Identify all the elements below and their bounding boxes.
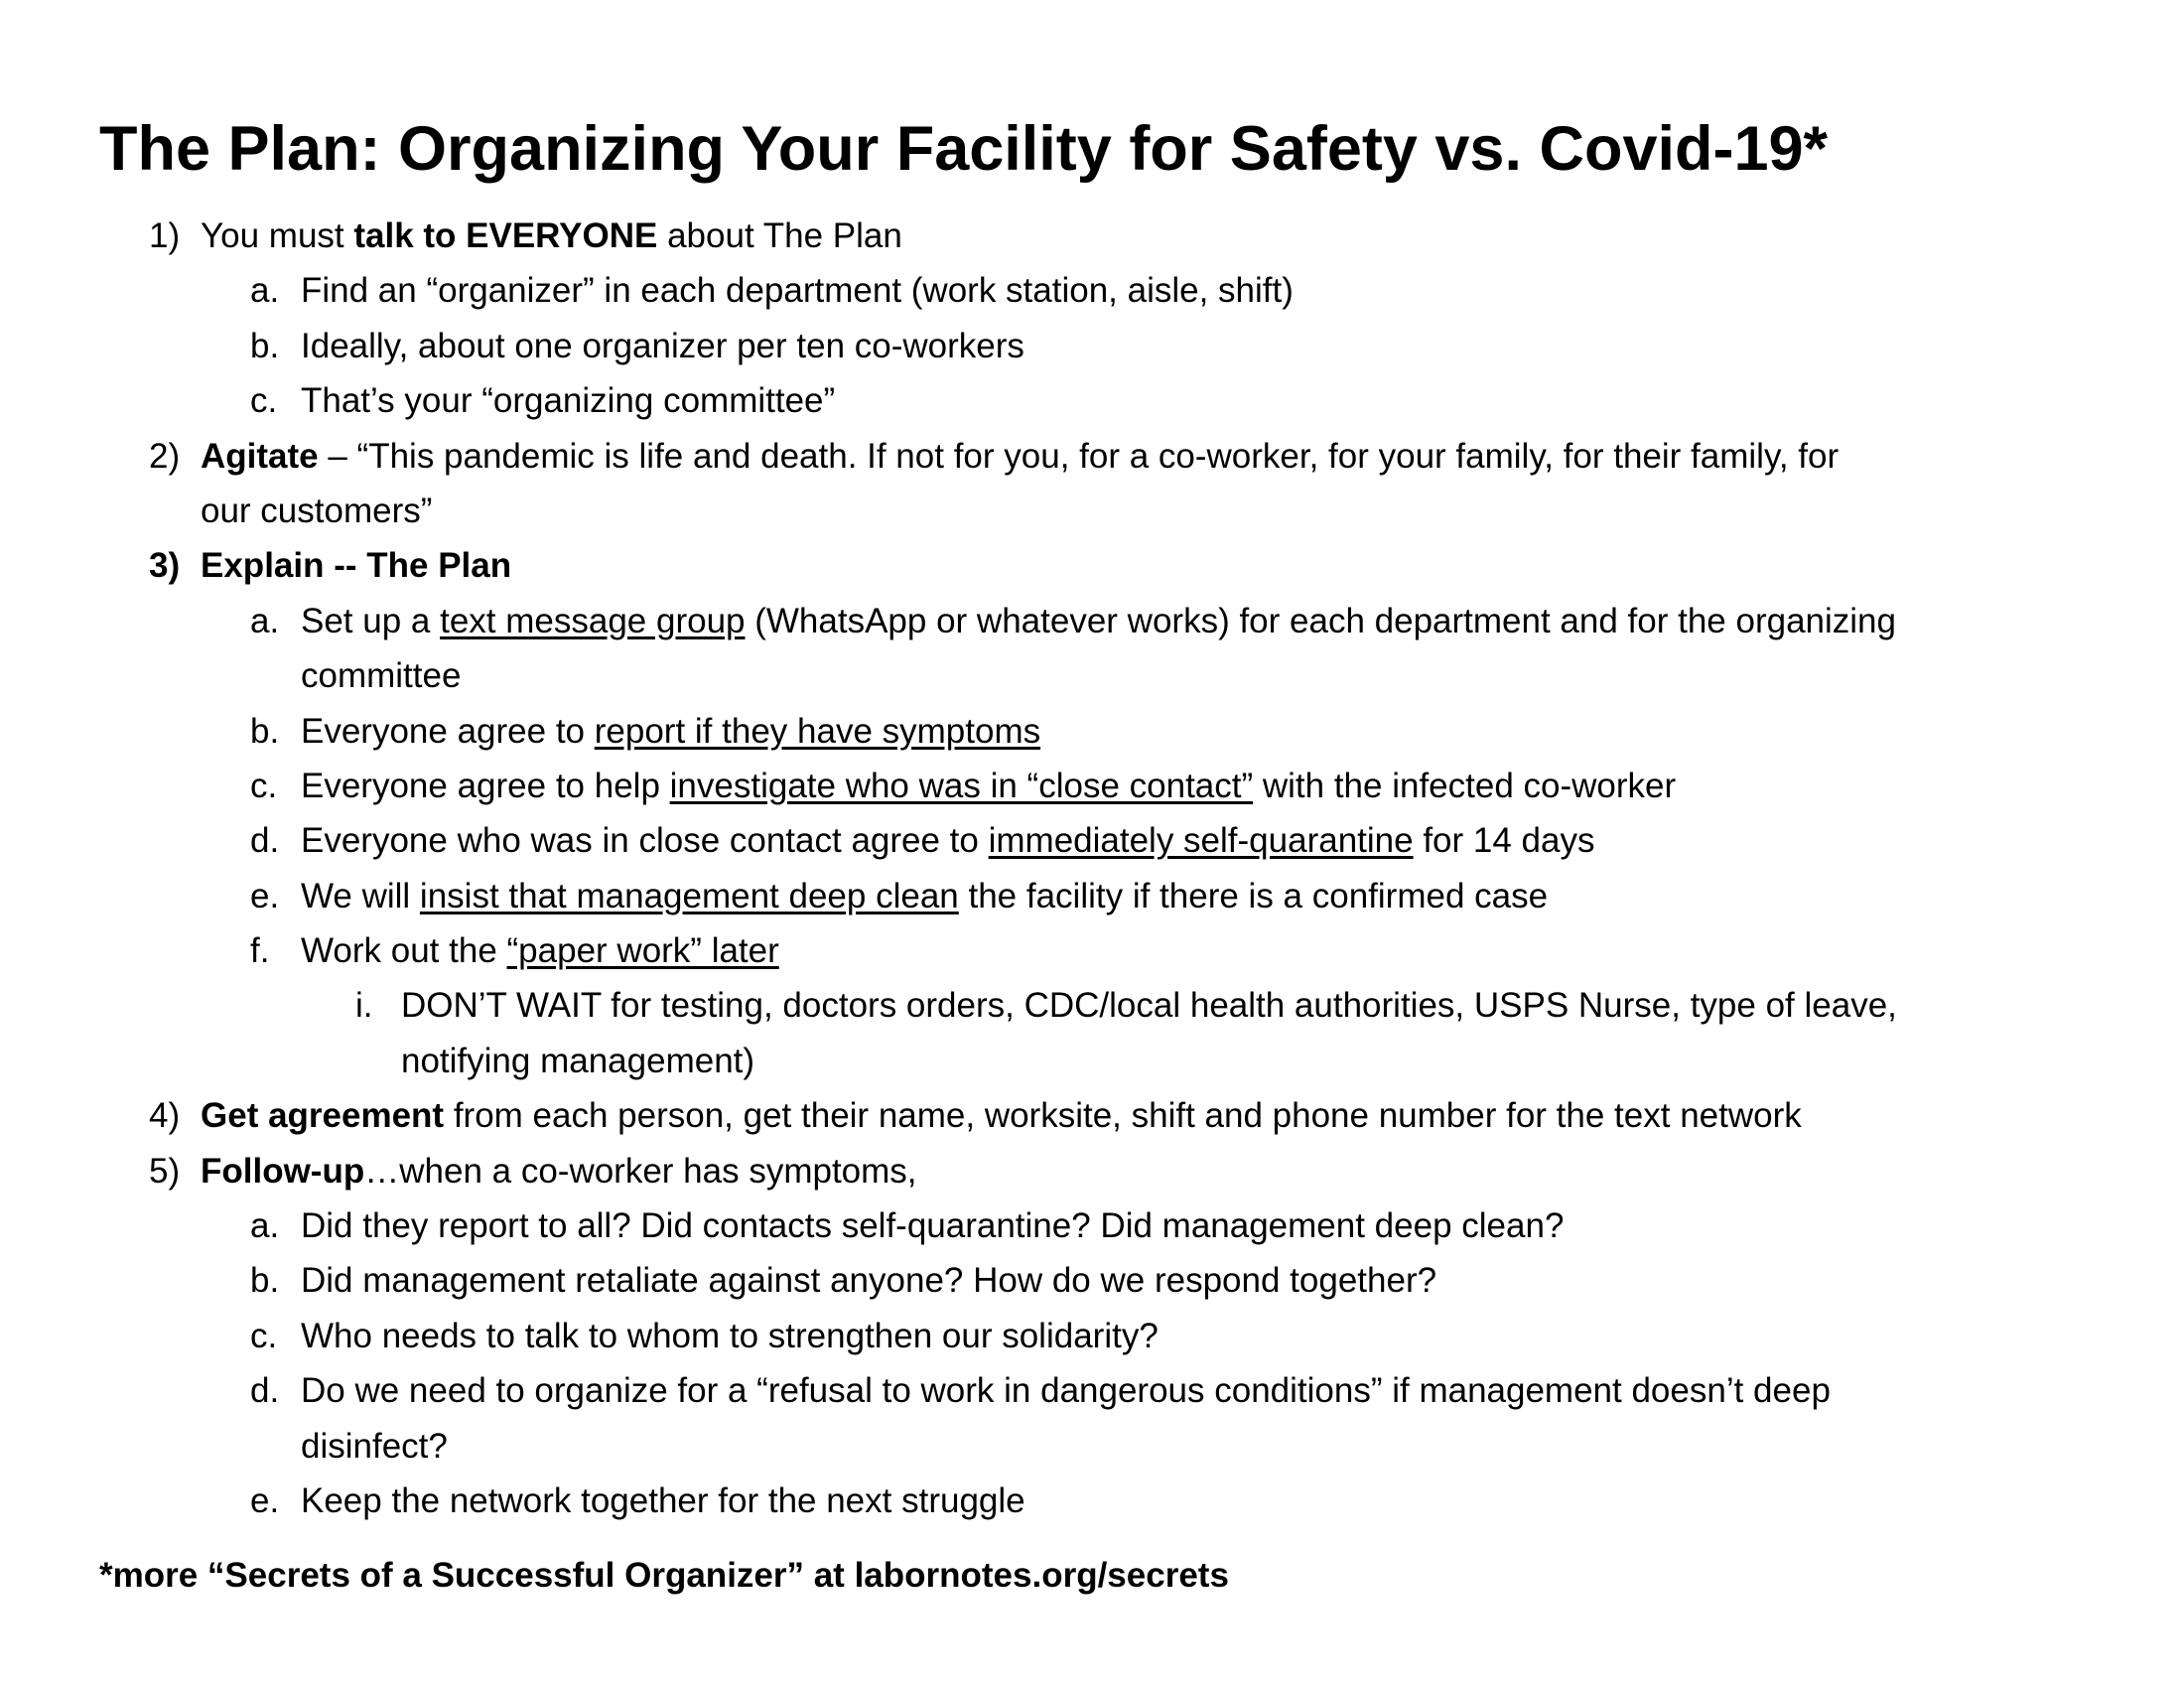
underlined-text: “paper work” later <box>506 931 779 971</box>
item-text: Did they report to all? Did contacts self-quarantine? Did management deep clean? <box>301 1206 1565 1246</box>
list-item-3 <box>0 538 2184 593</box>
item-letter: e. <box>250 876 280 915</box>
list-item-5b <box>0 1253 2184 1308</box>
list-item-5 <box>0 1144 2184 1198</box>
item-letter: b. <box>250 326 280 365</box>
list-item-3e <box>0 869 2184 923</box>
item-letter: c. <box>250 766 278 805</box>
item-letter: a. <box>250 271 280 311</box>
item-letter: c. <box>250 1316 278 1355</box>
list-item-3c <box>0 759 2184 813</box>
item-text: Work out the “paper work” later <box>301 931 779 971</box>
item-text: DON’T WAIT for testing, doctors orders, CDC/local health authorities, USPS Nurse, type of leave, <box>401 986 1897 1026</box>
item-text: Agitate – “This pandemic is life and death. If not for you, for a co-worker, for your family, for their family, for <box>201 436 1840 476</box>
item-text-continuation: notifying management) <box>401 1041 755 1080</box>
item-text-continuation: our customers” <box>201 491 433 530</box>
item-text: Ideally, about one organizer per ten co-workers <box>301 326 1024 365</box>
item-text-continuation: committee <box>301 656 462 696</box>
item-text: We will insist that management deep clean the facility if there is a confirmed case <box>301 876 1549 915</box>
item-letter: f. <box>250 931 270 971</box>
underlined-text: insist that management deep clean <box>419 876 959 915</box>
list-item-3a <box>0 594 2184 648</box>
underlined-text: text message group <box>440 601 746 640</box>
list-item-3d <box>0 813 2184 868</box>
item-number: 1) <box>149 216 181 255</box>
item-text: Everyone agree to help investigate who was in “close contact” with the infected co-worker <box>301 766 1677 805</box>
list-item-1c <box>0 373 2184 428</box>
list-item-1b <box>0 319 2184 373</box>
list-item-1a <box>0 263 2184 318</box>
item-text: Get agreement from each person, get their name, worksite, shift and phone number for the text network <box>201 1096 1802 1136</box>
item-text: Everyone agree to report if they have symptoms <box>301 711 1041 751</box>
item-text: You must talk to EVERYONE about The Plan <box>201 216 902 255</box>
footer-note: *more “Secrets of a Successful Organizer” at labornotes.org/secrets <box>99 1556 1229 1595</box>
item-text: That’s your “organizing committee” <box>301 381 836 421</box>
item-text: Everyone who was in close contact agree to immediately self-quarantine for 14 days <box>301 821 1595 861</box>
item-text: Keep the network together for the next struggle <box>301 1480 1025 1520</box>
item-roman: i. <box>355 986 373 1026</box>
item-letter: e. <box>250 1480 280 1520</box>
list-item-5c <box>0 1309 2184 1363</box>
item-text: Who needs to talk to whom to strengthen our solidarity? <box>301 1316 1159 1355</box>
list-item-3a-cont <box>0 648 2184 703</box>
list-item-3b <box>0 704 2184 759</box>
item-number: 2) <box>149 436 181 476</box>
list-item-4 <box>0 1088 2184 1143</box>
item-text: Explain -- The Plan <box>201 546 512 586</box>
item-text-continuation: disinfect? <box>301 1426 448 1466</box>
list-item-5d-cont <box>0 1419 2184 1474</box>
list-item-1 <box>0 209 2184 263</box>
list-item-2 <box>0 429 2184 484</box>
item-letter: a. <box>250 601 280 640</box>
plan-list <box>0 209 2184 1528</box>
list-item-3f <box>0 923 2184 978</box>
item-text: Set up a text message group (WhatsApp or whatever works) for each department and for the organizing <box>301 601 1896 640</box>
item-number: 3) <box>149 546 181 586</box>
list-item-5e <box>0 1474 2184 1528</box>
page-title: The Plan: Organizing Your Facility for Safety vs. Covid-19* <box>99 114 1829 184</box>
underlined-text: immediately self-quarantine <box>988 821 1414 861</box>
list-item-5a <box>0 1198 2184 1253</box>
list-item-3f-i-cont <box>0 1034 2184 1088</box>
item-letter: c. <box>250 381 278 421</box>
underlined-text: investigate who was in “close contact” <box>669 766 1254 805</box>
item-text: Did management retaliate against anyone? How do we respond together? <box>301 1261 1437 1301</box>
item-letter: d. <box>250 821 280 861</box>
item-number: 4) <box>149 1096 181 1136</box>
item-text: Follow-up…when a co-worker has symptoms, <box>201 1151 917 1191</box>
item-number: 5) <box>149 1151 181 1191</box>
list-item-2-cont <box>0 484 2184 538</box>
item-text: Find an “organizer” in each department (work station, aisle, shift) <box>301 271 1294 311</box>
list-item-3f-i <box>0 978 2184 1033</box>
item-letter: b. <box>250 1261 280 1301</box>
item-letter: d. <box>250 1371 280 1411</box>
list-item-5d <box>0 1363 2184 1418</box>
item-text: Do we need to organize for a “refusal to work in dangerous conditions” if management doesn’t deep <box>301 1371 1831 1411</box>
underlined-text: report if they have symptoms <box>594 711 1041 751</box>
item-letter: b. <box>250 711 280 751</box>
item-letter: a. <box>250 1206 280 1246</box>
